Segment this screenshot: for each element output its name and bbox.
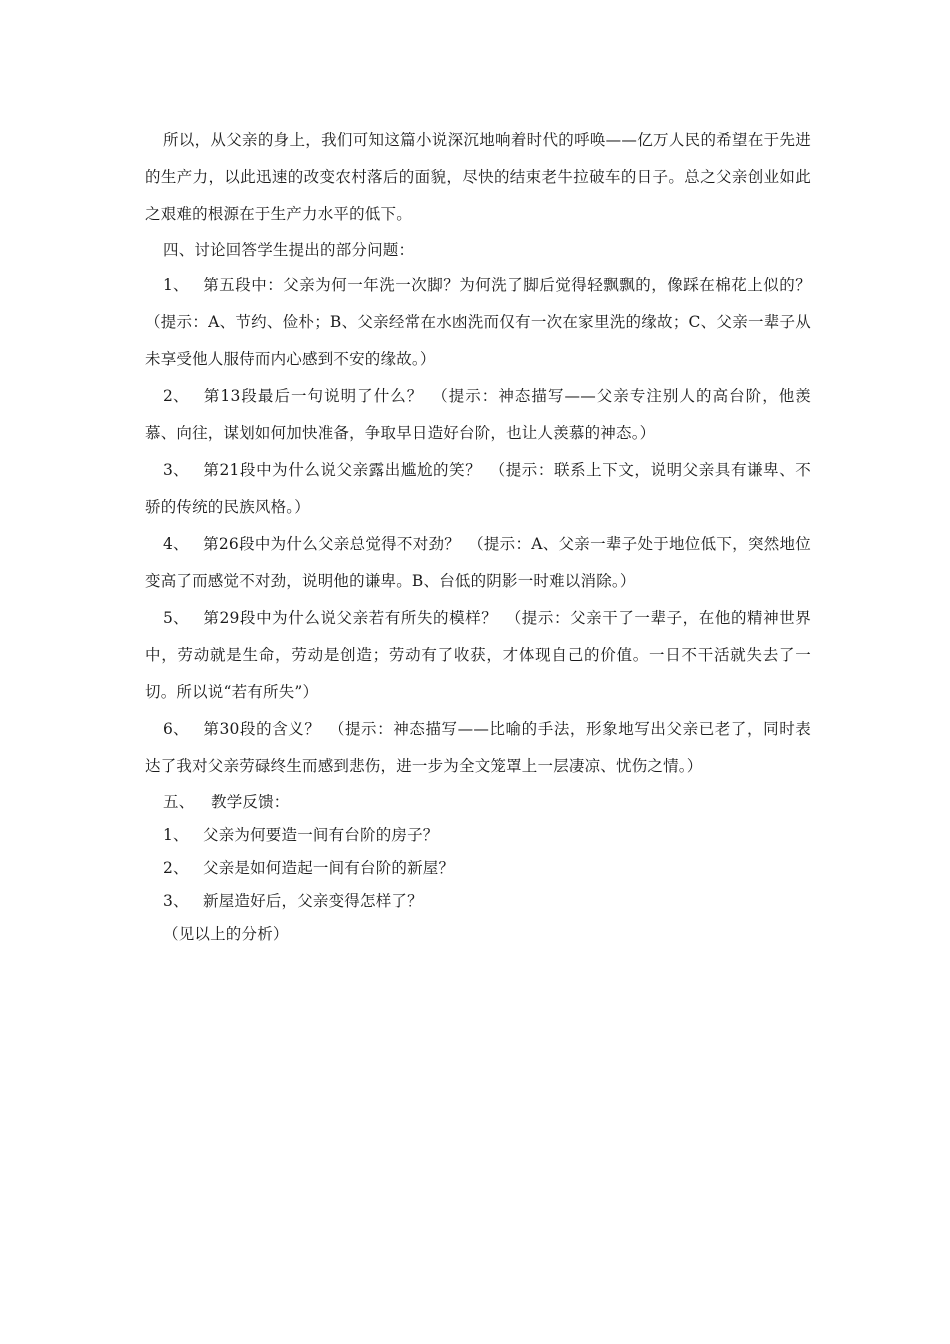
section-5-heading (145, 785, 811, 819)
question-text: 第21段中为什么说父亲露出尴尬的笑？ （提示：联系上下文，说明父亲具有谦卑、不骄的传统的民族风格。） (145, 461, 811, 516)
feedback-text: 父亲是如何造起一间有台阶的新屋？ (203, 859, 455, 877)
question-5 (145, 600, 811, 711)
question-text: 第26段中为什么父亲总觉得不对劲？ （提示：A、父亲一辈子处于地位低下，突然地位变高了而感觉不对劲，说明他的谦卑。B、台低的阴影一时难以消除。） (145, 535, 811, 590)
feedback-note: （见以上的分析） (163, 925, 289, 943)
question-text: 第五段中：父亲为何一年洗一次脚？为何洗了脚后觉得轻飘飘的，像踩在棉花上似的？（提示：A、节约、俭朴；B、父亲经常在水凼洗而仅有一次在家里洗的缘故；C、父亲一辈子从未享受他人服侍而内心感到不安的缘故。） (145, 276, 811, 368)
question-number: 2、 (163, 387, 189, 405)
question-3 (145, 452, 811, 526)
intro-paragraph: 所以，从父亲的身上，我们可知这篇小说深沉地响着时代的呼唤——亿万人民的希望在于先进的生产力，以此迅速的改变农村落后的面貌，尽快的结束老牛拉破车的日子。总之父亲创业如此之艰难的根源在于生产力水平的低下。 (145, 131, 811, 223)
feedback-number: 1、 (163, 826, 189, 844)
section-5-title: 教学反馈： (211, 793, 290, 811)
feedback-number: 2、 (163, 859, 189, 877)
feedback-number: 3、 (163, 892, 189, 910)
question-6 (145, 711, 811, 785)
section-4-heading: 四、讨论回答学生提出的部分问题： (163, 241, 415, 259)
question-2 (145, 378, 811, 452)
question-text: 第29段中为什么说父亲若有所失的模样？ （提示：父亲干了一辈子，在他的精神世界中，劳动就是生命，劳动是创造；劳动有了收获，才体现自己的价值。一日不干活就失去了一切。所以说“若有所失”） (145, 609, 811, 701)
question-number: 4、 (163, 535, 189, 553)
section-5-number: 五、 (163, 793, 195, 811)
question-text: 第30段的含义？ （提示：神态描写——比喻的手法，形象地写出父亲已老了，同时表达了我对父亲劳碌终生而感到悲伤，进一步为全文笼罩上一层凄凉、忧伤之情。） (145, 720, 811, 775)
question-number: 1、 (163, 276, 189, 294)
question-number: 3、 (163, 461, 189, 479)
question-1 (145, 267, 811, 378)
feedback-text: 父亲为何要造一间有台阶的房子？ (203, 826, 439, 844)
feedback-text: 新屋造好后，父亲变得怎样了？ (203, 892, 423, 910)
question-number: 6、 (163, 720, 189, 738)
question-4 (145, 526, 811, 600)
feedback-item-1 (145, 819, 811, 852)
document-body (145, 122, 811, 951)
question-text: 第13段最后一句说明了什么？ （提示：神态描写——父亲专注别人的高台阶，他羡慕、向往，谋划如何加快准备，争取早日造好台阶，也让人羡慕的神态。） (145, 387, 811, 442)
feedback-item-3 (145, 885, 811, 918)
feedback-item-2 (145, 852, 811, 885)
question-number: 5、 (163, 609, 189, 627)
